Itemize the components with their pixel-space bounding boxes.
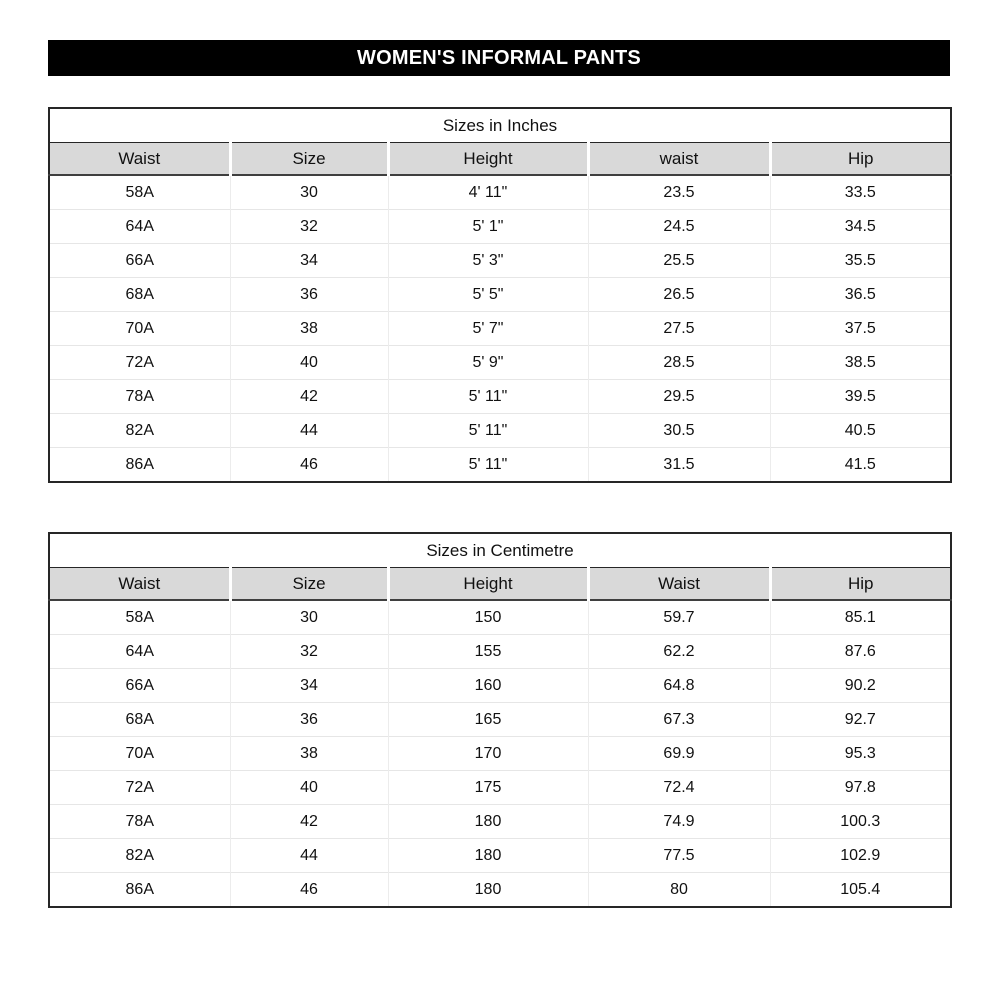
table-row	[49, 737, 951, 771]
table-row	[49, 380, 951, 414]
table-cell: 95.3	[770, 737, 951, 771]
table-cell: 36.5	[770, 278, 951, 312]
table-cell: 38.5	[770, 346, 951, 380]
table-cell: 102.9	[770, 839, 951, 873]
table-row	[49, 839, 951, 873]
table-cell: 36	[230, 703, 388, 737]
table-cell: 160	[388, 669, 588, 703]
table-cell: 5' 11"	[388, 414, 588, 448]
table-body	[49, 175, 951, 482]
table-cell: 72.4	[588, 771, 770, 805]
table-cell: 165	[388, 703, 588, 737]
table-cell: 31.5	[588, 448, 770, 483]
table-cell: 92.7	[770, 703, 951, 737]
table-cell: 24.5	[588, 210, 770, 244]
column-header-waist-size: Waist	[49, 143, 230, 176]
table-cell: 150	[388, 600, 588, 635]
table-cell: 58A	[125, 608, 154, 626]
table-cell: 39.5	[770, 380, 951, 414]
table-body	[49, 600, 951, 907]
table-cell: 25.5	[588, 244, 770, 278]
table-cell: 34	[230, 244, 388, 278]
table-header-row	[49, 568, 951, 601]
table-row	[49, 600, 951, 635]
table-cell: 180	[388, 839, 588, 873]
table-cell: 58A	[125, 183, 154, 201]
table-cell: 77.5	[588, 839, 770, 873]
table-cell: 80	[588, 873, 770, 908]
table-cell: 90.2	[770, 669, 951, 703]
table-cell: 40.5	[770, 414, 951, 448]
table-cell: 72A	[49, 771, 230, 805]
table-row	[49, 805, 951, 839]
column-header-hip: Hip	[770, 143, 951, 176]
table-cell: 36	[230, 278, 388, 312]
table-cell: 28.5	[588, 346, 770, 380]
table-row	[49, 210, 951, 244]
table-cell: 74.9	[588, 805, 770, 839]
table-cell: 180	[388, 805, 588, 839]
table-row	[49, 703, 951, 737]
table-cell: 41.5	[770, 448, 951, 483]
table-cell: 155	[388, 635, 588, 669]
table-cell: 86A	[49, 873, 230, 908]
table-cell: 30	[230, 600, 388, 635]
table-cell: 64A	[49, 635, 230, 669]
table-cell: 78A	[49, 805, 230, 839]
table-cell: 26.5	[588, 278, 770, 312]
table-cell: 85.1	[770, 600, 951, 635]
table-title: Sizes in Inches	[49, 108, 951, 143]
table-cell: 37.5	[770, 312, 951, 346]
table-cell: 86A	[49, 448, 230, 483]
table-cell: 46	[230, 873, 388, 908]
table-cell: 35.5	[770, 244, 951, 278]
table-cell: 44	[230, 414, 388, 448]
table-cell: 5' 11"	[388, 380, 588, 414]
table-cell: 70A	[49, 312, 230, 346]
table-cell: 44	[230, 839, 388, 873]
table-title: Sizes in Centimetre	[49, 533, 951, 568]
table-cell: 5' 1"	[388, 210, 588, 244]
table-cell: 82A	[49, 839, 230, 873]
table-cell: 66A	[49, 669, 230, 703]
table-cell: 34	[230, 669, 388, 703]
table-title-row	[49, 533, 951, 568]
column-header-hip: Hip	[770, 568, 951, 601]
title-banner	[48, 40, 950, 76]
table-cell: 64.8	[588, 669, 770, 703]
table-row	[49, 175, 951, 210]
column-header-size: Size	[230, 143, 388, 176]
column-header-waist: waist	[588, 143, 770, 176]
table-cell: 34.5	[770, 210, 951, 244]
column-header-waist-size: Waist	[49, 568, 230, 601]
table-cell: 67.3	[588, 703, 770, 737]
table-row	[49, 771, 951, 805]
table-header-row	[49, 143, 951, 176]
table-row	[49, 414, 951, 448]
table-cell: 29.5	[588, 380, 770, 414]
table-cell: 42	[230, 805, 388, 839]
table-row	[49, 873, 951, 908]
table-cell: 68A	[49, 703, 230, 737]
table-cell: 180	[388, 873, 588, 908]
table-title-row	[49, 108, 951, 143]
table-cell: 4' 11"	[388, 175, 588, 210]
table-cell: 97.8	[770, 771, 951, 805]
table-cell: 30.5	[588, 414, 770, 448]
column-header-size: Size	[230, 568, 388, 601]
table-cell: 38	[230, 312, 388, 346]
table-row	[49, 635, 951, 669]
column-header-height: Height	[388, 143, 588, 176]
table-cell: 78A	[49, 380, 230, 414]
column-header-height: Height	[388, 568, 588, 601]
table-cell: 70A	[49, 737, 230, 771]
table-cell: 105.4	[770, 873, 951, 908]
table-cell: 72A	[49, 346, 230, 380]
table-cell: 66A	[49, 244, 230, 278]
table-cell: 42	[230, 380, 388, 414]
table-row	[49, 346, 951, 380]
table-cell: 5' 11"	[388, 448, 588, 483]
table-cell: 5' 7"	[388, 312, 588, 346]
table-cell: 170	[388, 737, 588, 771]
table-cell: 5' 9"	[388, 346, 588, 380]
column-header-waist: Waist	[588, 568, 770, 601]
table-cell: 175	[388, 771, 588, 805]
table-cell: 5' 3"	[388, 244, 588, 278]
table-row	[49, 448, 951, 483]
table-cell: 69.9	[588, 737, 770, 771]
table-cell: 32	[230, 210, 388, 244]
sizes-in-centimetre-table	[48, 532, 952, 908]
table-cell: 32	[230, 635, 388, 669]
table-cell: 33.5	[770, 175, 951, 210]
table-row	[49, 312, 951, 346]
table-cell: 40	[230, 771, 388, 805]
table-cell: 87.6	[770, 635, 951, 669]
table-cell: 5' 5"	[388, 278, 588, 312]
table-cell: 59.7	[588, 600, 770, 635]
table-cell: 23.5	[588, 175, 770, 210]
table-row	[49, 244, 951, 278]
table-cell: 46	[230, 448, 388, 483]
table-cell: 40	[230, 346, 388, 380]
table-row	[49, 278, 951, 312]
table-cell: 30	[230, 175, 388, 210]
table-cell: 38	[230, 737, 388, 771]
table-cell: 100.3	[770, 805, 951, 839]
table-cell: 64A	[49, 210, 230, 244]
table-cell: 62.2	[588, 635, 770, 669]
table-cell: 82A	[49, 414, 230, 448]
table-cell: 27.5	[588, 312, 770, 346]
sizes-in-inches-table	[48, 107, 952, 483]
table-cell: 68A	[49, 278, 230, 312]
page-title: WOMEN'S INFORMAL PANTS	[357, 46, 641, 69]
table-row	[49, 669, 951, 703]
